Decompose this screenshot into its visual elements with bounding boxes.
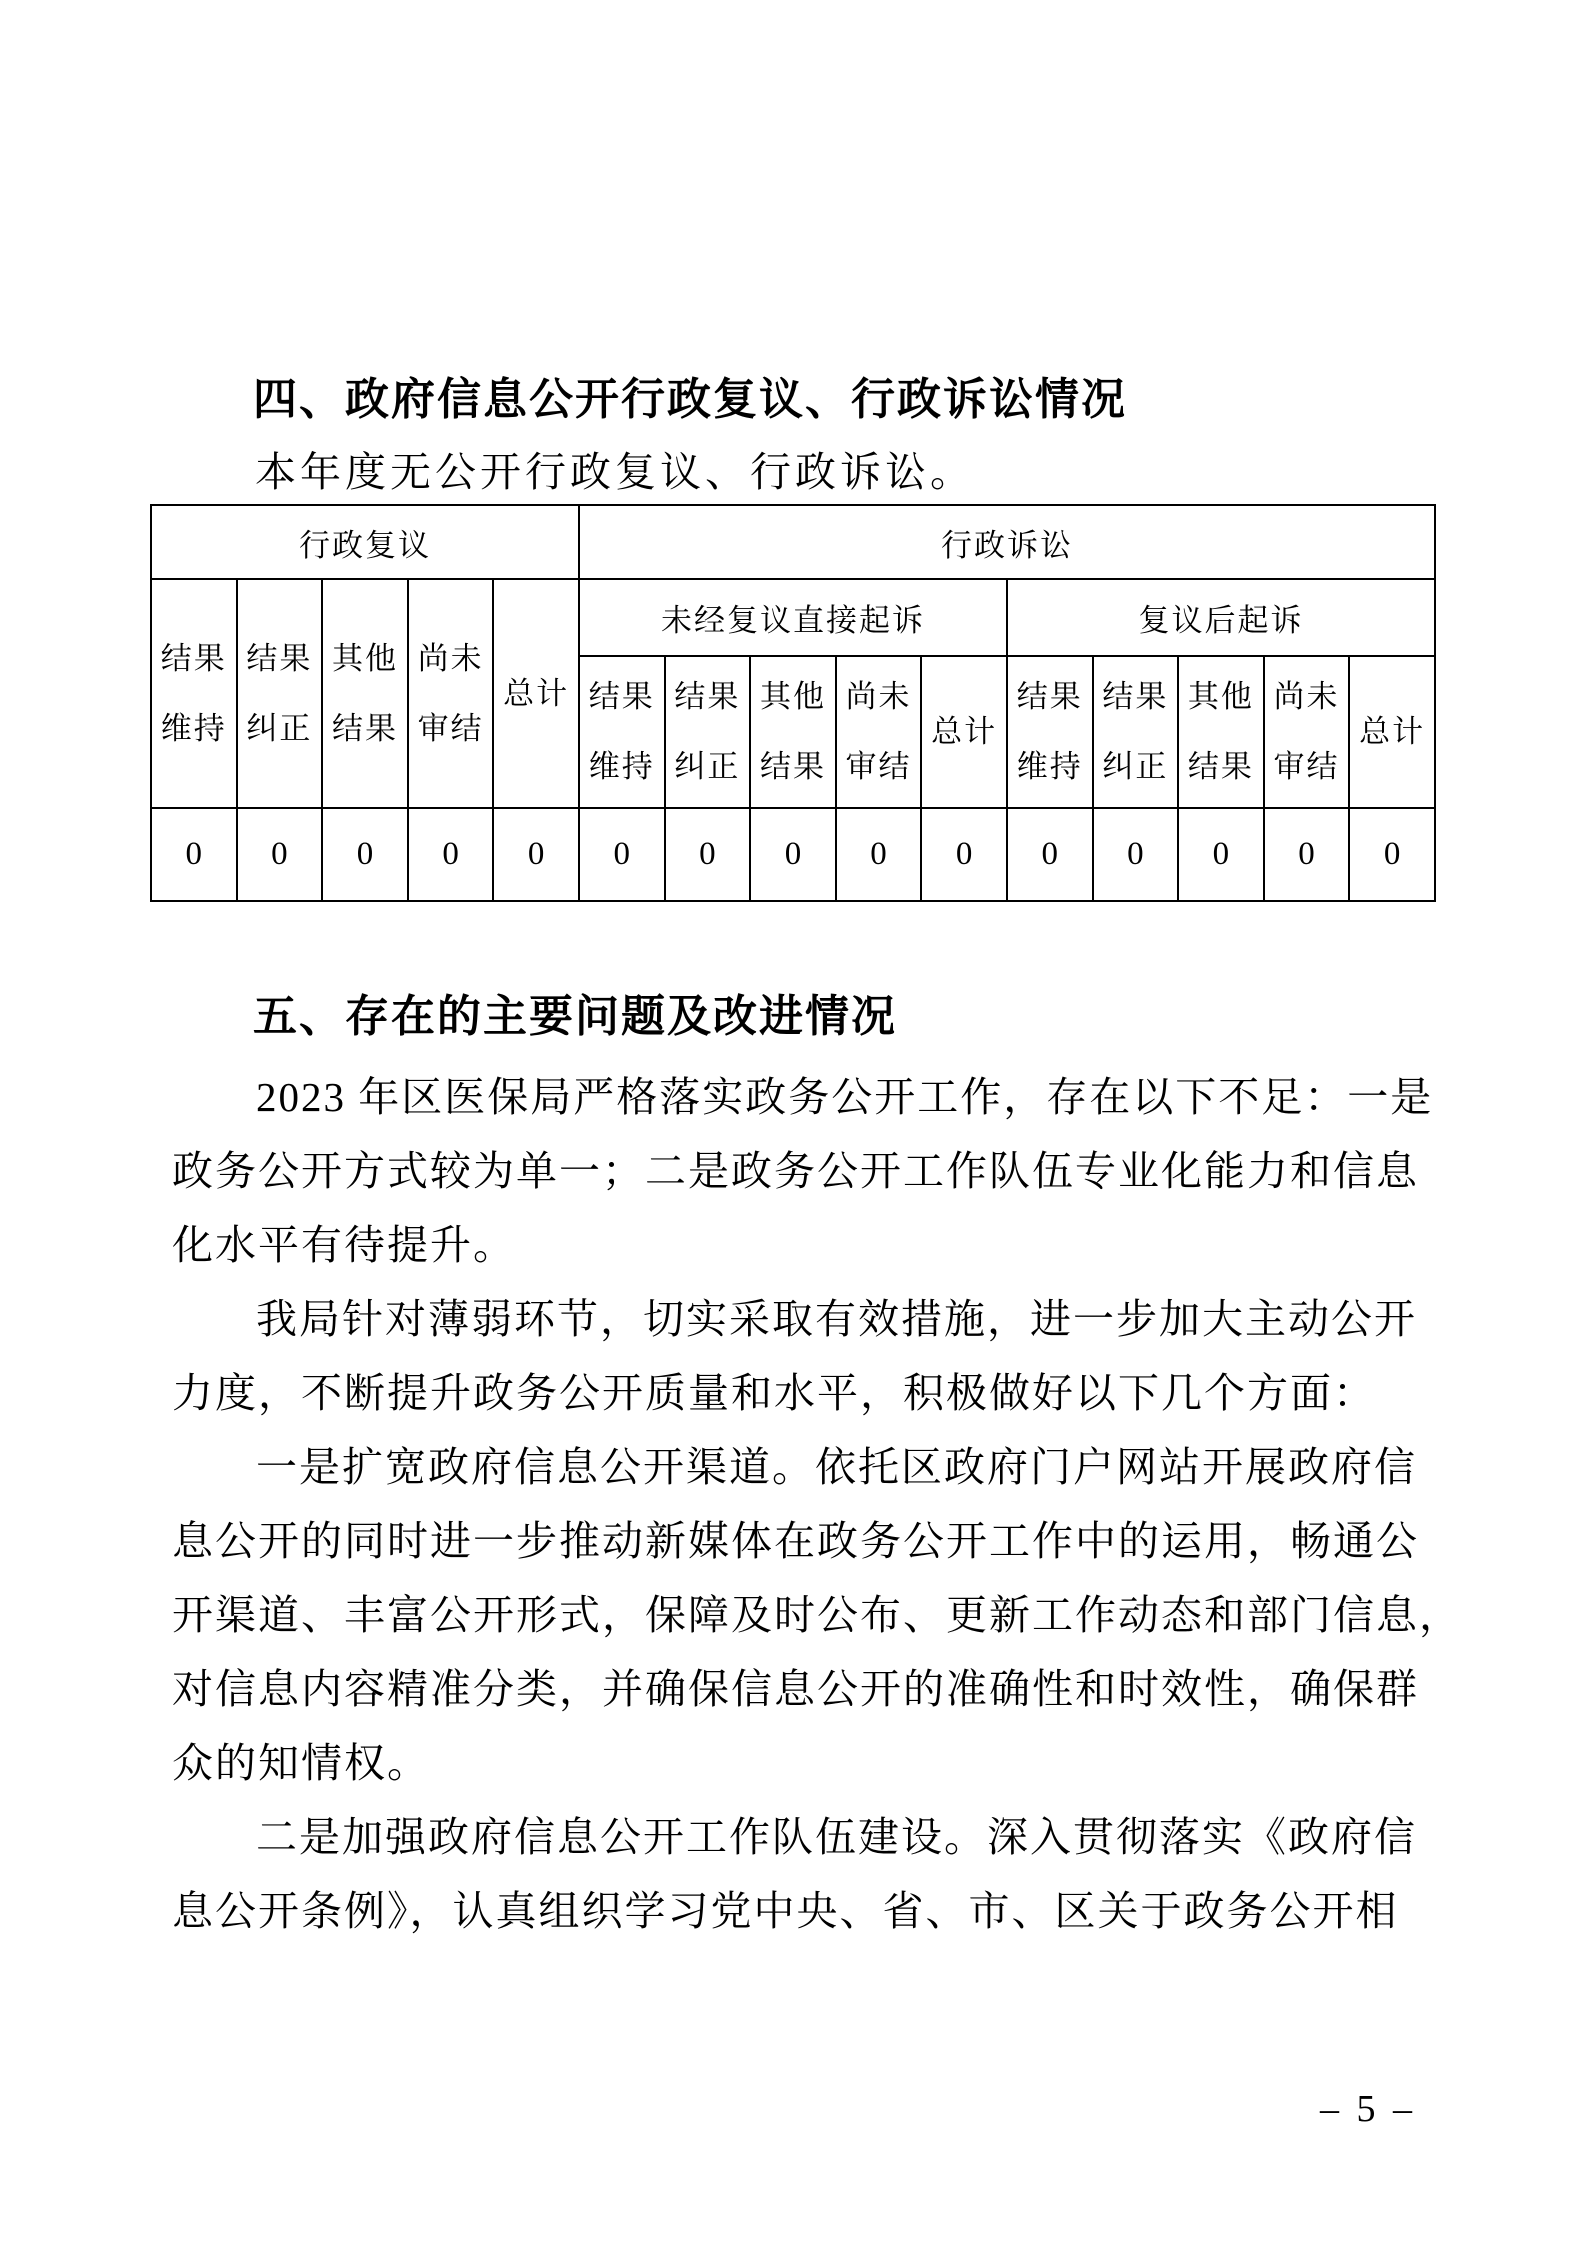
subheader-direct-result-corrected: 结果 纠正	[665, 656, 751, 808]
header-administrative-litigation: 行政诉讼	[579, 505, 1435, 579]
header-administrative-review: 行政复议	[151, 505, 579, 579]
body-line: 2023 年区医保局严格落实政务公开工作，存在以下不足：一是	[256, 1074, 1434, 1120]
subheader-post-result-corrected: 结果 纠正	[1093, 656, 1179, 808]
body-line: 我局针对薄弱环节，切实采取有效措施，进一步加大主动公开	[256, 1296, 1417, 1342]
subheader-post-total: 总计	[1349, 656, 1435, 808]
cell-value: 0	[237, 808, 323, 901]
cell-value: 0	[1264, 808, 1350, 901]
cell-value: 0	[1093, 808, 1179, 901]
body-line: 化水平有待提升。	[172, 1222, 516, 1268]
cell-value: 0	[493, 808, 579, 901]
subheader-review-result-corrected: 结果 纠正	[237, 579, 323, 808]
cell-value: 0	[1349, 808, 1435, 901]
body-line: 政务公开方式较为单一；二是政务公开工作队伍专业化能力和信息	[172, 1148, 1419, 1194]
header-post-review-lawsuit: 复议后起诉	[1007, 579, 1435, 656]
subheader-review-other-result: 其他 结果	[322, 579, 408, 808]
subheader-review-result-upheld: 结果 维持	[151, 579, 237, 808]
subheader-post-result-upheld: 结果 维持	[1007, 656, 1093, 808]
cell-value: 0	[750, 808, 836, 901]
body-line: 力度，不断提升政务公开质量和水平，积极做好以下几个方面：	[172, 1370, 1376, 1416]
body-line: 对信息内容精准分类，并确保信息公开的准确性和时效性，确保群	[172, 1666, 1419, 1712]
cell-value: 0	[665, 808, 751, 901]
body-line: 二是加强政府信息公开工作队伍建设。深入贯彻落实《政府信	[256, 1814, 1417, 1860]
section4-intro-text: 本年度无公开行政复议、行政诉讼。	[255, 449, 975, 495]
subheader-direct-other-result: 其他 结果	[750, 656, 836, 808]
body-line: 众的知情权。	[172, 1740, 430, 1786]
body-line: 息公开条例》，认真组织学习党中央、省、市、区关于政务公开相	[172, 1888, 1399, 1934]
review-litigation-table	[150, 504, 1436, 902]
cell-value: 0	[836, 808, 922, 901]
cell-value: 0	[151, 808, 237, 901]
subheader-review-not-concluded: 尚未 审结	[408, 579, 494, 808]
cell-value: 0	[408, 808, 494, 901]
cell-value: 0	[921, 808, 1007, 901]
cell-value: 0	[322, 808, 408, 901]
subheader-post-other-result: 其他 结果	[1178, 656, 1264, 808]
subheader-review-total: 总计	[493, 579, 579, 808]
subheader-post-not-concluded: 尚未 审结	[1264, 656, 1350, 808]
section4-heading: 四、政府信息公开行政复议、行政诉讼情况	[253, 375, 1127, 424]
header-direct-lawsuit: 未经复议直接起诉	[579, 579, 1007, 656]
body-line: 息公开的同时进一步推动新媒体在政务公开工作中的运用，畅通公	[172, 1518, 1419, 1564]
subheader-direct-not-concluded: 尚未 审结	[836, 656, 922, 808]
cell-value: 0	[1007, 808, 1093, 901]
cell-value: 0	[1178, 808, 1264, 901]
cell-value: 0	[579, 808, 665, 901]
subheader-direct-result-upheld: 结果 维持	[579, 656, 665, 808]
page-number: – 5 –	[1320, 2088, 1416, 2130]
body-line: 一是扩宽政府信息公开渠道。依托区政府门户网站开展政府信	[256, 1444, 1417, 1490]
section5-heading: 五、存在的主要问题及改进情况	[253, 992, 897, 1041]
section5-body	[172, 1060, 1462, 1948]
subheader-direct-total: 总计	[921, 656, 1007, 808]
body-line: 开渠道、丰富公开形式，保障及时公布、更新工作动态和部门信息，	[172, 1592, 1462, 1638]
